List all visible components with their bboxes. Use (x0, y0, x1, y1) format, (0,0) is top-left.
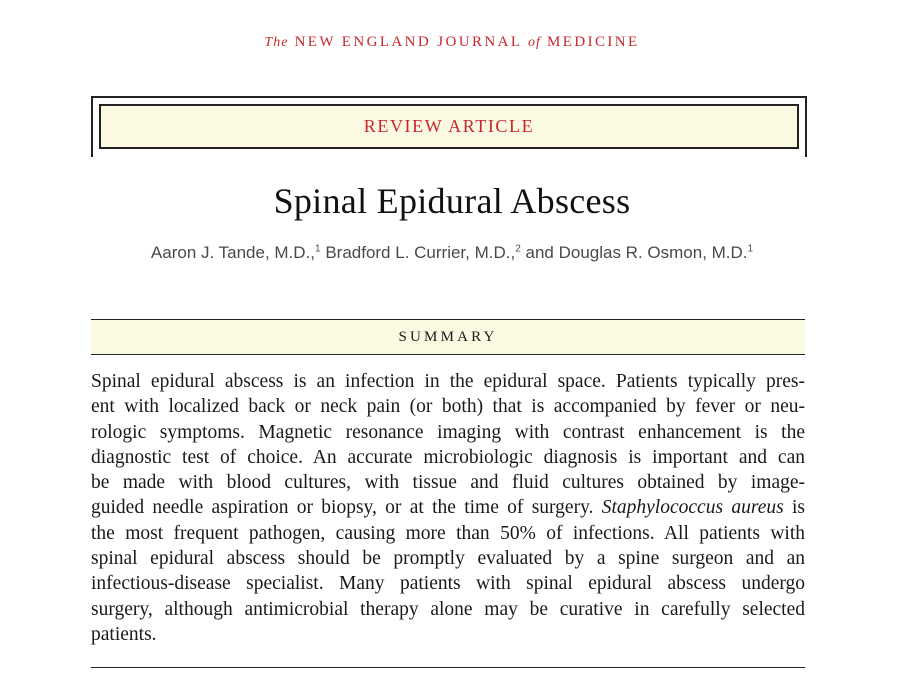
journal-of: of (527, 35, 541, 50)
summary-line: spinal epidural abscess should be promptly evaluated by a spine surgeon and an (91, 548, 805, 570)
summary-heading: SUMMARY (398, 328, 498, 345)
summary-line-with-italic (91, 495, 805, 520)
author-list (0, 243, 904, 263)
author-affiliation: 1 (315, 243, 321, 255)
pathogen-name: Staphylococcus aureus (601, 497, 784, 519)
author-name: Bradford L. Currier, M.D., (325, 243, 516, 262)
author-affiliation: 1 (747, 243, 754, 255)
summary-line: ent with localized back or neck pain (or both) that is accompanied by fever or neu- (91, 396, 805, 418)
summary-line: diagnostic test of choice. An accurate microbiologic diagnosis is important and can (91, 446, 805, 468)
article-title: Spinal Epidural Abscess (273, 181, 631, 221)
author-name: and Douglas R. Osmon, M.D. (525, 243, 748, 262)
article-type-label: REVIEW ARTICLE (363, 116, 535, 136)
bottom-divider (91, 667, 805, 668)
journal-masthead (0, 34, 904, 51)
journal-name-part1: NEW ENGLAND JOURNAL (294, 34, 522, 50)
summary-line: infectious-disease specialist. Many patients with spinal epidural abscess undergo (91, 573, 805, 595)
author-affiliation: 2 (515, 243, 521, 255)
article-type-banner (91, 96, 807, 157)
summary-line: patients. (91, 623, 157, 645)
summary-line: be made with blood cultures, with tissue and fluid cultures obtained by image- (91, 472, 805, 494)
journal-name-part2: MEDICINE (547, 34, 640, 50)
summary-line: surgery, although antimicrobial therapy alone may be curative in carefully selected (91, 598, 805, 620)
author-name: Aaron J. Tande, M.D., (150, 243, 316, 262)
summary-text (91, 369, 805, 647)
journal-the: The (264, 35, 289, 50)
summary-line: the most frequent pathogen, causing more than 50% of infections. All patients with (91, 522, 805, 544)
summary-line: Spinal epidural abscess is an infection in the epidural space. Patients typically pres- (91, 371, 805, 392)
article-type-banner-inner (99, 104, 799, 149)
summary-heading-box (91, 319, 805, 355)
summary-line: rologic symptoms. Magnetic resonance imaging with contrast enhancement is the (91, 421, 805, 443)
summary-line-continuation: is (791, 497, 805, 519)
summary-line-text: guided needle aspiration or biopsy, or at the time of surgery. (91, 497, 594, 519)
